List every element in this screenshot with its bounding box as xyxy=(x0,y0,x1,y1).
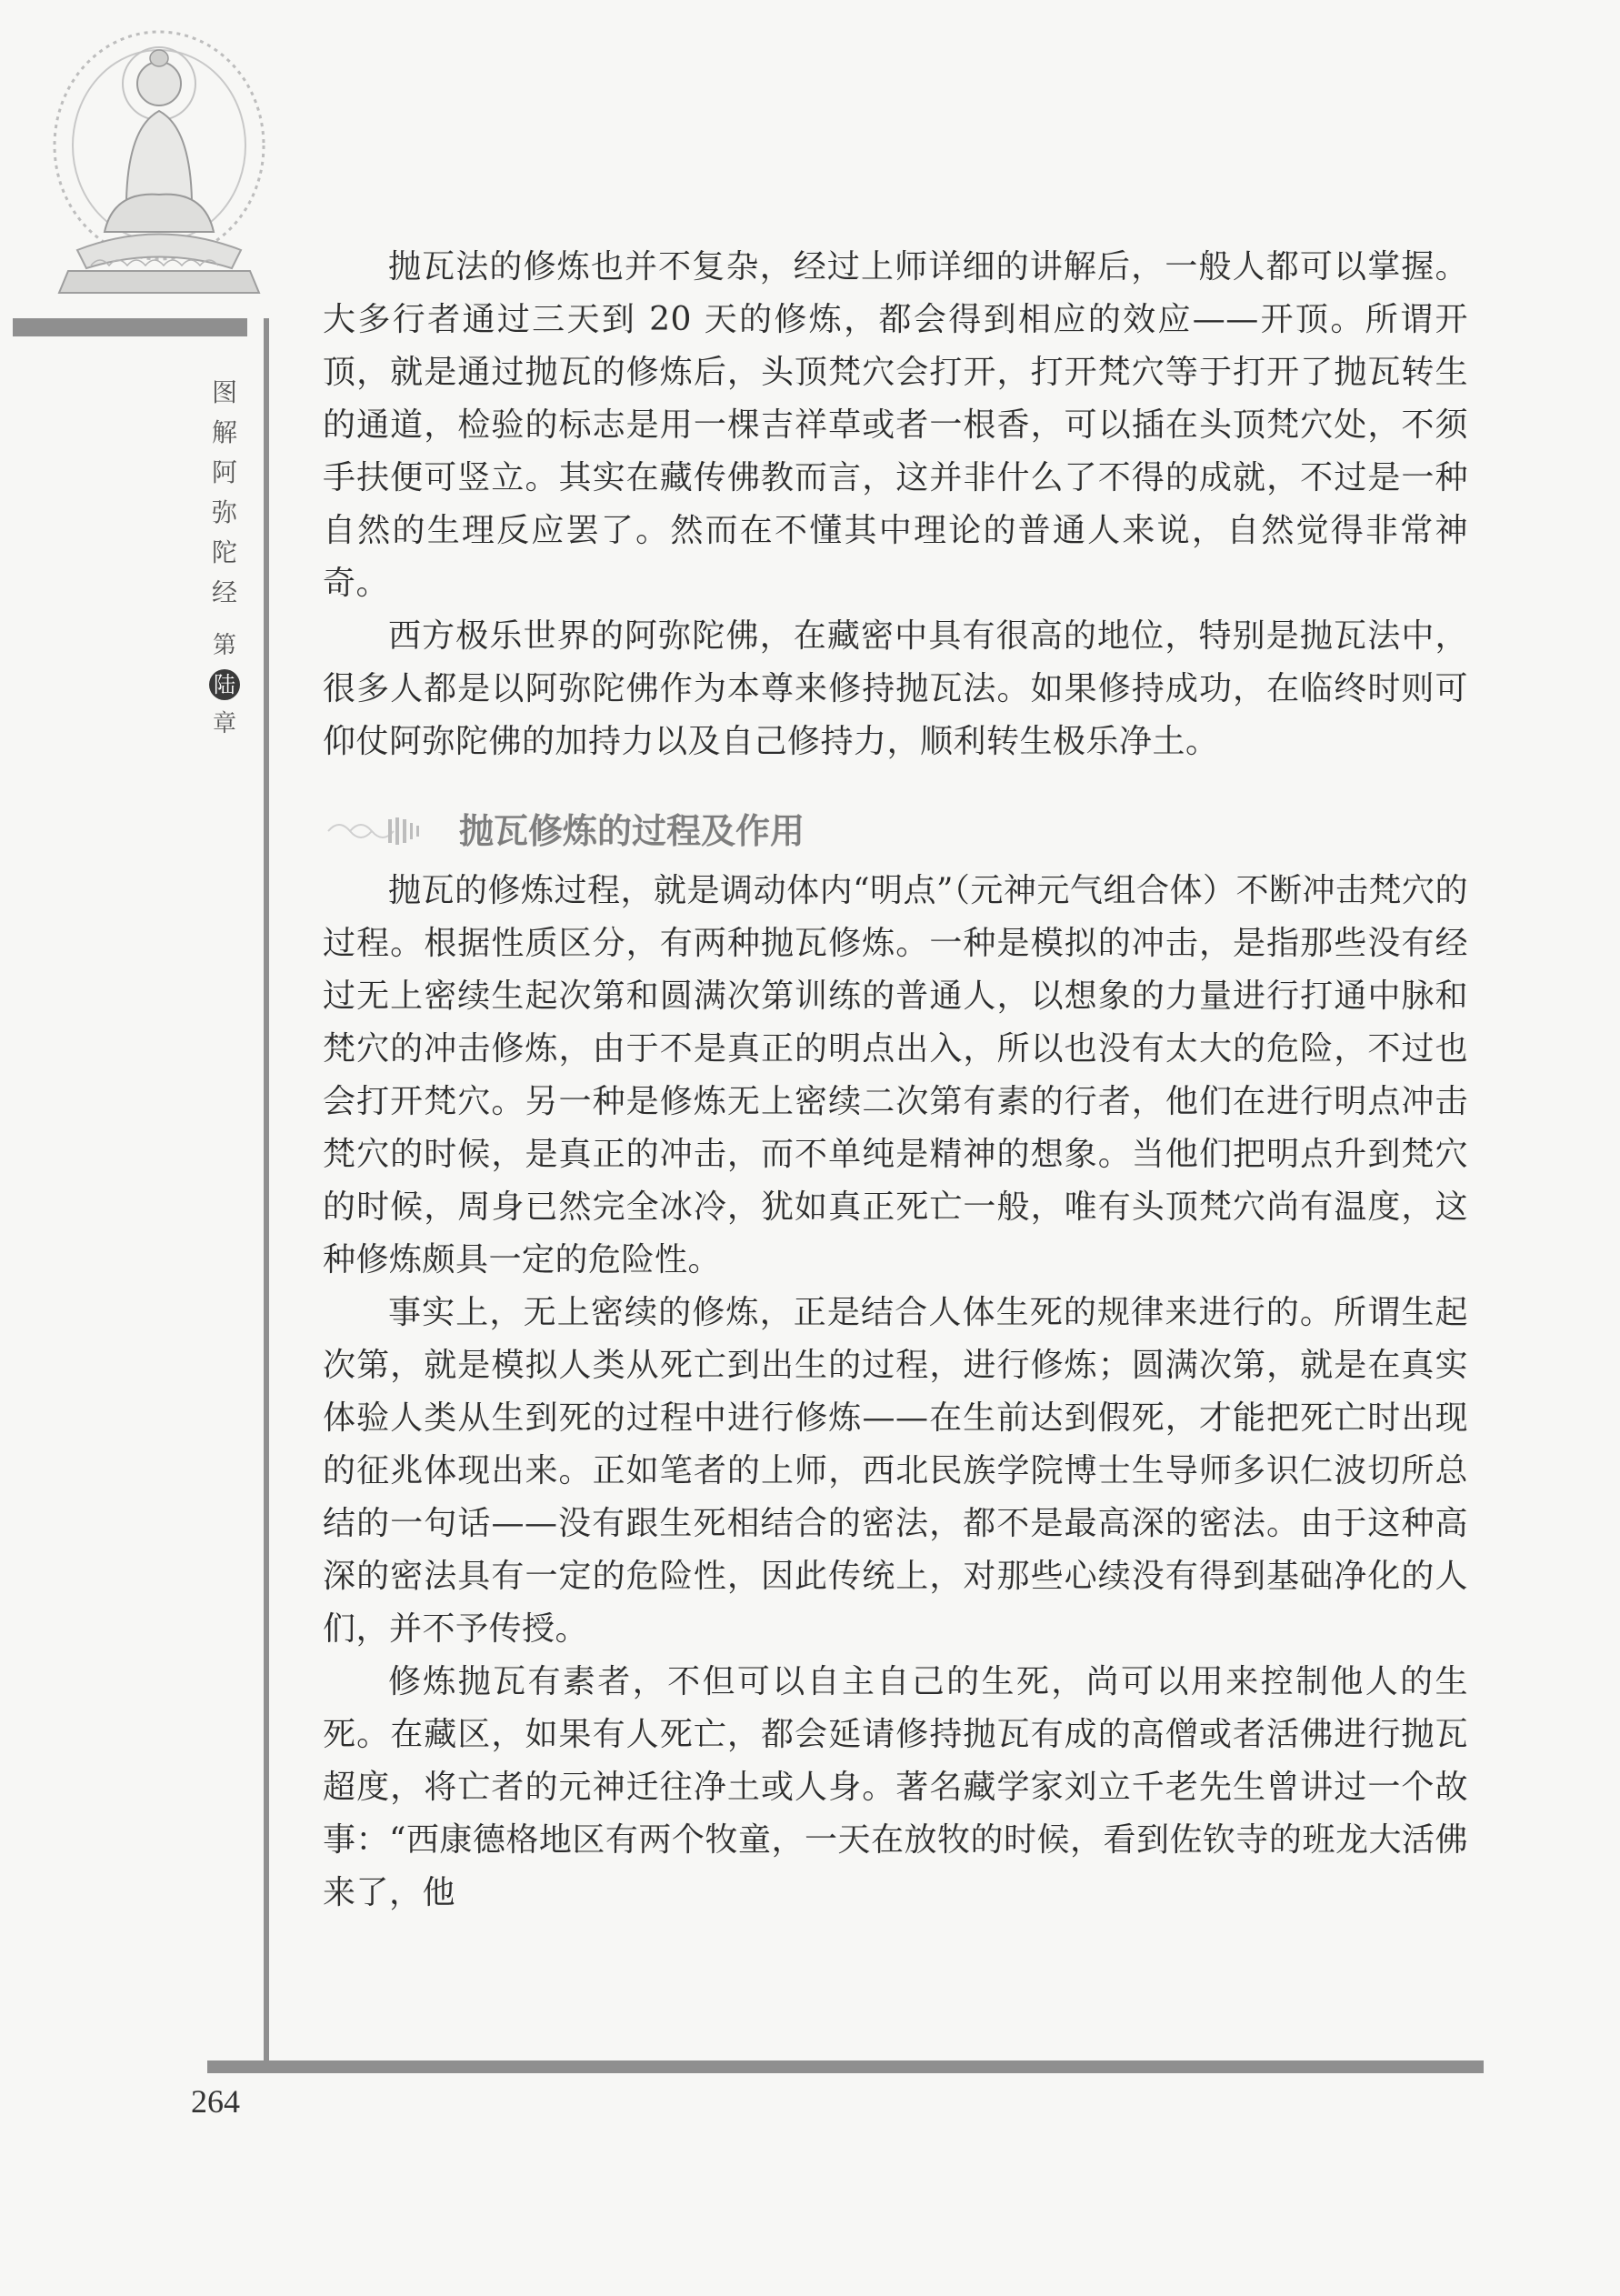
chapter-suffix: 章 xyxy=(212,710,236,737)
running-chapter-label xyxy=(205,626,245,744)
chapter-prefix: 第 xyxy=(212,632,236,659)
book-title-char: 解 xyxy=(211,417,237,447)
book-title-char: 陀 xyxy=(211,537,237,567)
body-paragraph: 事实上，无上密续的修炼，正是结合人体生死的规律来进行的。所谓生起次第，就是模拟人类从死亡到出生的过程，进行修炼；圆满次第，就是在真实体验人类从生到死的过程中进行修炼——在生前达到假死，才能把死亡时出现的征兆体现出来。正如笔者的上师，西北民族学院博士生导师多识仁波切所总结的一句话——没有跟生死相结合的密法，都不是最高深的密法。由于这种高深的密法具有一定的危险性，因此传统上，对那些心续没有得到基础净化的人们，并不予传授。 xyxy=(323,1294,1468,1648)
body-paragraph: 西方极乐世界的阿弥陀佛，在藏密中具有很高的地位，特别是抛瓦法中，很多人都是以阿弥陀佛作为本尊来修持抛瓦法。如果修持成功，在临终时则可仰仗阿弥陀佛的加持力以及自己修持力，顺利转生极乐净土。 xyxy=(323,617,1468,760)
book-title-char: 阿 xyxy=(211,457,237,487)
running-book-title xyxy=(205,373,245,613)
buddha-illustration xyxy=(41,27,277,300)
section-heading xyxy=(323,807,1468,856)
page-number: 264 xyxy=(191,2083,240,2120)
top-header-rule xyxy=(13,318,247,336)
section-heading-text: 抛瓦修炼的过程及作用 xyxy=(459,811,805,851)
vertical-margin-rule xyxy=(264,318,269,2073)
chapter-number-badge: 陆 xyxy=(209,669,240,700)
book-title-char: 图 xyxy=(211,377,237,407)
main-text-column xyxy=(323,241,1468,1920)
body-paragraph: 修炼抛瓦有素者，不但可以自主自己的生死，尚可以用来控制他人的生死。在藏区，如果有人死亡，都会延请修持抛瓦有成的高僧或者活佛进行抛瓦超度，将亡者的元神迁往净土或人身。著名藏学家刘立千老先生曾讲过一个故事：“西康德格地区有两个牧童，一天在放牧的时候，看到佐钦寺的班龙大活佛来了，他 xyxy=(323,1663,1468,1911)
body-paragraph: 抛瓦的修炼过程，就是调动体内“明点”（元神元气组合体）不断冲击梵穴的过程。根据性质区分，有两种抛瓦修炼。一种是模拟的冲击，是指那些没有经过无上密续生起次第和圆满次第训练的普通人，以想象的力量进行打通中脉和梵穴的冲击修炼，由于不是真正的明点出入，所以也没有太大的危险，不过也会打开梵穴。另一种是修炼无上密续二次第有素的行者，他们在进行明点冲击梵穴的时候，是真正的冲击，而不单纯是精神的想象。当他们把明点升到梵穴的时候，周身已然完全冰冷，犹如真正死亡一般，唯有头顶梵穴尚有温度，这种修炼颇具一定的危险性。 xyxy=(323,872,1468,1278)
book-title-char: 经 xyxy=(211,577,237,607)
body-paragraph: 抛瓦法的修炼也并不复杂，经过上师详细的讲解后，一般人都可以掌握。大多行者通过三天到 20 天的修炼，都会得到相应的效应——开顶。所谓开顶，就是通过抛瓦的修炼后，头顶梵穴会打开，打开梵穴等于打开了抛瓦转生的通道，检验的标志是用一棵吉祥草或者一根香，可以插在头顶梵穴处，不须手扶便可竖立。其实在藏传佛教而言，这并非什么了不得的成就，不过是一种自然的生理反应罢了。然而在不懂其中理论的普通人来说，自然觉得非常神奇。 xyxy=(323,248,1468,602)
heading-ornament-icon xyxy=(323,814,441,848)
book-title-char: 弥 xyxy=(211,497,237,527)
bottom-footer-rule xyxy=(207,2060,1484,2073)
